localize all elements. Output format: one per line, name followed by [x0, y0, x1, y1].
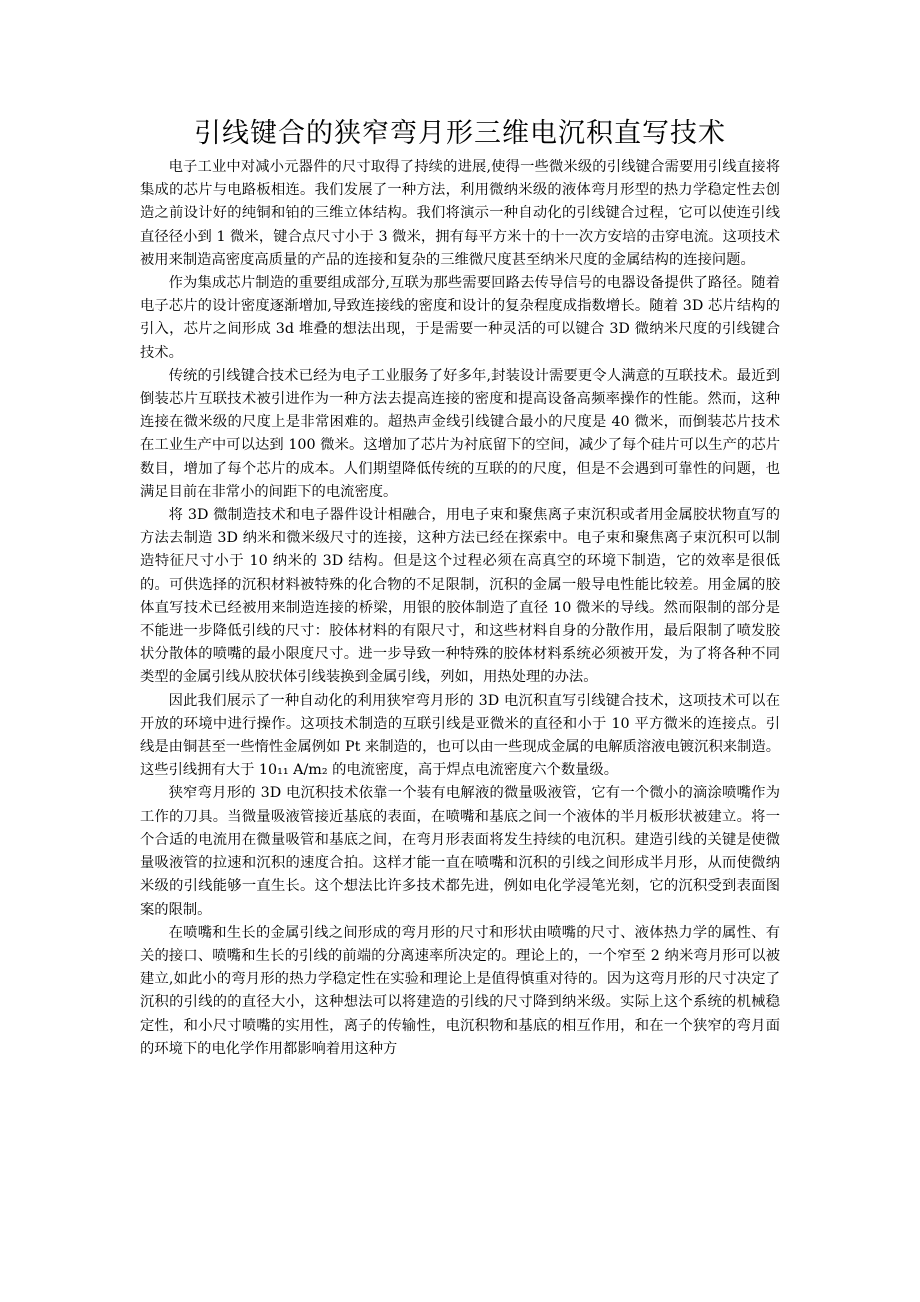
paragraph-5: 因此我们展示了一种自动化的利用狭窄弯月形的 3D 电沉积直写引线键合技术，这项技术可以在开放的环境中进行操作。这项技术制造的互联引线是亚微米的直径和小于 10 平方微米的连接点。引线是由铜甚至一些惰性金属例如 Pt 来制造的，也可以由一些现成金属的电解质溶液电镀沉积来制造。这些引线拥有大于 10₁₁ A/m₂ 的电流密度，高于焊点电流密度六个数量级。: [140, 692, 780, 779]
paragraph-7: 在喷嘴和生长的金属引线之间形成的弯月形的尺寸和形状由喷嘴的尺寸、液体热力学的属性、有关的接口、喷嘴和生长的引线的前端的分离速率所决定的。理论上的，一个窄至 2 纳米弯月形可以被建立,如此小的弯月形的热力学稳定性在实验和理论上是值得慎重对待的。因为这弯月形的尺寸决定了沉积的引线的的直径大小，这种想法可以将建造的引线的尺寸降到纳米级。实际上这个系统的机械稳定性，和小尺寸喷嘴的实用性，离子的传输性，电沉积物和基底的相互作用，和在一个狭窄的弯月面的环境下的电化学作用都影响着用这种方: [140, 924, 780, 1057]
document-page: [140, 112, 780, 1061]
paragraph-2: 作为集成芯片制造的重要组成部分,互联为那些需要回路去传导信号的电器设备提供了路径。随着电子芯片的设计密度逐渐增加,导致连接线的密度和设计的复杂程度成指数增长。随着 3D 芯片结构的引入，芯片之间形成 3d 堆叠的想法出现，于是需要一种灵活的可以键合 3D 微纳米尺度的引线键合技术。: [140, 275, 780, 361]
paragraph-1: 电子工业中对减小元器件的尺寸取得了持续的进展,使得一些微米级的引线键合需要用引线直接将集成的芯片与电路板相连。我们发展了一种方法，利用微纳米级的液体弯月形型的热力学稳定性去创造之前设计好的纯铜和铂的三维立体结构。我们将演示一种自动化的引线键合过程，它可以使连引线直径径小到 1 微米，键合点尺寸小于 3 微米，拥有每平方米十的十一次方安培的击穿电流。这项技术被用来制造高密度高质量的产品的连接和复杂的三维微尺度甚至纳米尺度的金属结构的连接问题。: [140, 159, 780, 268]
paragraph-6: 狭窄弯月形的 3D 电沉积技术依靠一个装有电解液的微量吸液管，它有一个微小的滴涂喷嘴作为工作的刀具。当微量吸液管接近基底的表面，在喷嘴和基底之间一个液体的半月板形状被建立。将一个合适的电流用在微量吸管和基底之间，在弯月形表面将发生持续的电沉积。建造引线的关键是使微量吸液管的拉速和沉积的速度合拍。这样才能一直在喷嘴和沉积的引线之间形成半月形，从而使微纳米级的引线能够一直生长。这个想法比许多技术都先进，例如电化学浸笔光刻，它的沉积受到表面图案的限制。: [140, 785, 780, 918]
paragraph-4: 将 3D 微制造技术和电子器件设计相融合，用电子束和聚焦离子束沉积或者用金属胶状物直写的方法去制造 3D 纳米和微米级尺寸的连接，这种方法已经在探索中。电子束和聚焦离子束沉积可以制造特征尺寸小于 10 纳米的 3D 结构。但是这个过程必须在高真空的环境下制造，它的效率是很低的。可供选择的沉积材料被特殊的化合物的不足限制，沉积的金属一般导电性能比较差。用金属的胶体直写技术已经被用来制造连接的桥梁，用银的胶体制造了直径 10 微米的导线。然而限制的部分是不能进一步降低引线的尺寸：胶体材料的有限尺寸，和这些材料自身的分散作用，最后限制了喷发胶状分散体的喷嘴的最小限度尺寸。进一步导致一种特殊的胶体材料系统必须被开发，为了将各种不同类型的金属引线从胶状体引线装换到金属引线，列如，用热处理的办法。: [140, 507, 780, 686]
document-title: 引线键合的狭窄弯月形三维电沉积直写技术: [194, 118, 726, 149]
paragraph-3: 传统的引线键合技术已经为电子工业服务了好多年,封装设计需要更令人满意的互联技术。最近到倒装芯片互联技术被引进作为一种方法去提高连接的密度和提高设备高频率操作的性能。然而，这种连接在微米级的尺度上是非常困难的。超热声金线引线键合最小的尺度是 40 微米，而倒装芯片技术在工业生产中可以达到 100 微米。这增加了芯片为衬底留下的空间，减少了每个硅片可以生产的芯片数目，增加了每个芯片的成本。人们期望降低传统的互联的的尺度，但是不会遇到可靠性的问题，也满足目前在非常小的间距下的电流密度。: [140, 367, 780, 500]
